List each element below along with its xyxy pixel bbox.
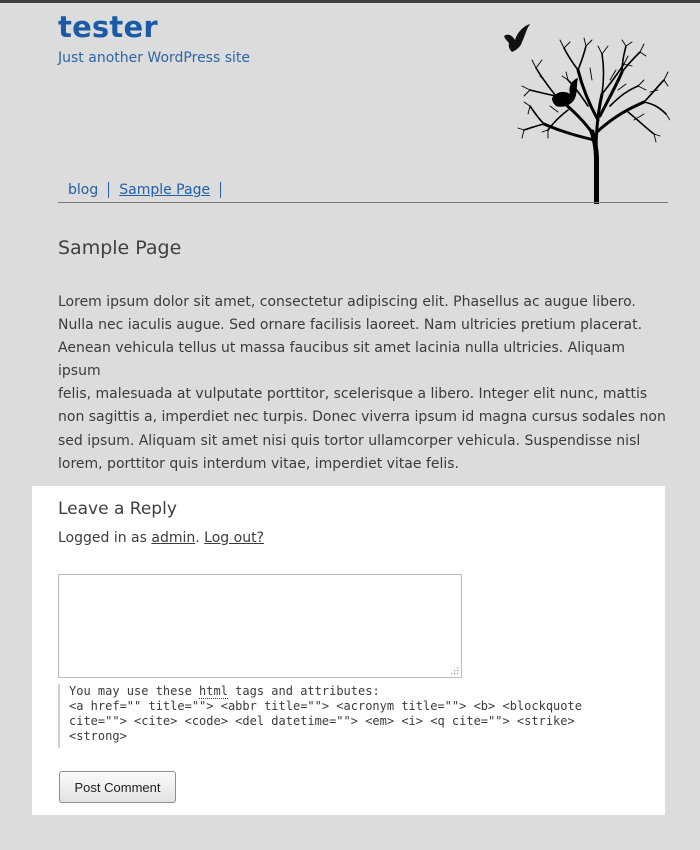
allowed-tags-note — [58, 684, 638, 748]
logout-link[interactable]: Log out? — [204, 530, 264, 546]
allowed-tags-list: <a href="" title=""> <abbr title=""> <acronym title=""> <b> <blockquote cite=""> <cite> <code> <del datetime=""> <em> <i> <q cite=""> <strike> <strong> — [69, 699, 582, 743]
resize-grip-icon[interactable] — [450, 666, 460, 676]
comment-textarea[interactable] — [58, 574, 462, 678]
html-abbr: html — [199, 684, 228, 698]
site-title[interactable]: tester — [58, 10, 158, 44]
reply-panel — [32, 486, 665, 815]
page-title: Sample Page — [58, 237, 182, 259]
main-navigation — [58, 178, 221, 202]
allowed-prefix: You may use these — [69, 684, 200, 698]
reply-title: Leave a Reply — [58, 499, 177, 519]
page-content: Lorem ipsum dolor sit amet, consectetur adipiscing elit. Phasellus ac augue libero. Nulla nec iaculis augue. Sed ornare facilisis laoreet. Nam ultricies pretium placerat. Aenean vehicula tellus ut massa faucibus sit amet lacinia nulla ultricies. Aliquam ipsum felis, malesuada at vulputate porttitor, scelerisque a libero. Integer elit nunc, mattis non sagittis a, imperdiet nec turpis. Donec viverra ipsum id magna cursus sodales non sed ipsum. Aliquam sit amet nisi quis tortor ullamcorper vehicula. Suspendisse nisl lorem, porttitor quis interdum vitae, imperdiet vitae felis. — [58, 294, 666, 472]
profile-link[interactable]: admin — [151, 530, 196, 546]
site-tagline: Just another WordPress site — [58, 50, 251, 66]
top-strip — [0, 0, 700, 3]
nav-divider — [58, 202, 668, 203]
allowed-suffix: tags and attributes: — [227, 684, 380, 698]
logged-in-line — [58, 529, 264, 547]
logged-in-prefix: Logged in as — [58, 530, 152, 546]
bird-and-tree-icon — [498, 20, 670, 204]
nav-item-blog[interactable]: blog — [58, 182, 109, 198]
logged-in-separator: . — [195, 530, 205, 546]
post-comment-button[interactable]: Post Comment — [59, 771, 176, 803]
nav-item-sample-page[interactable]: Sample Page — [109, 182, 221, 198]
